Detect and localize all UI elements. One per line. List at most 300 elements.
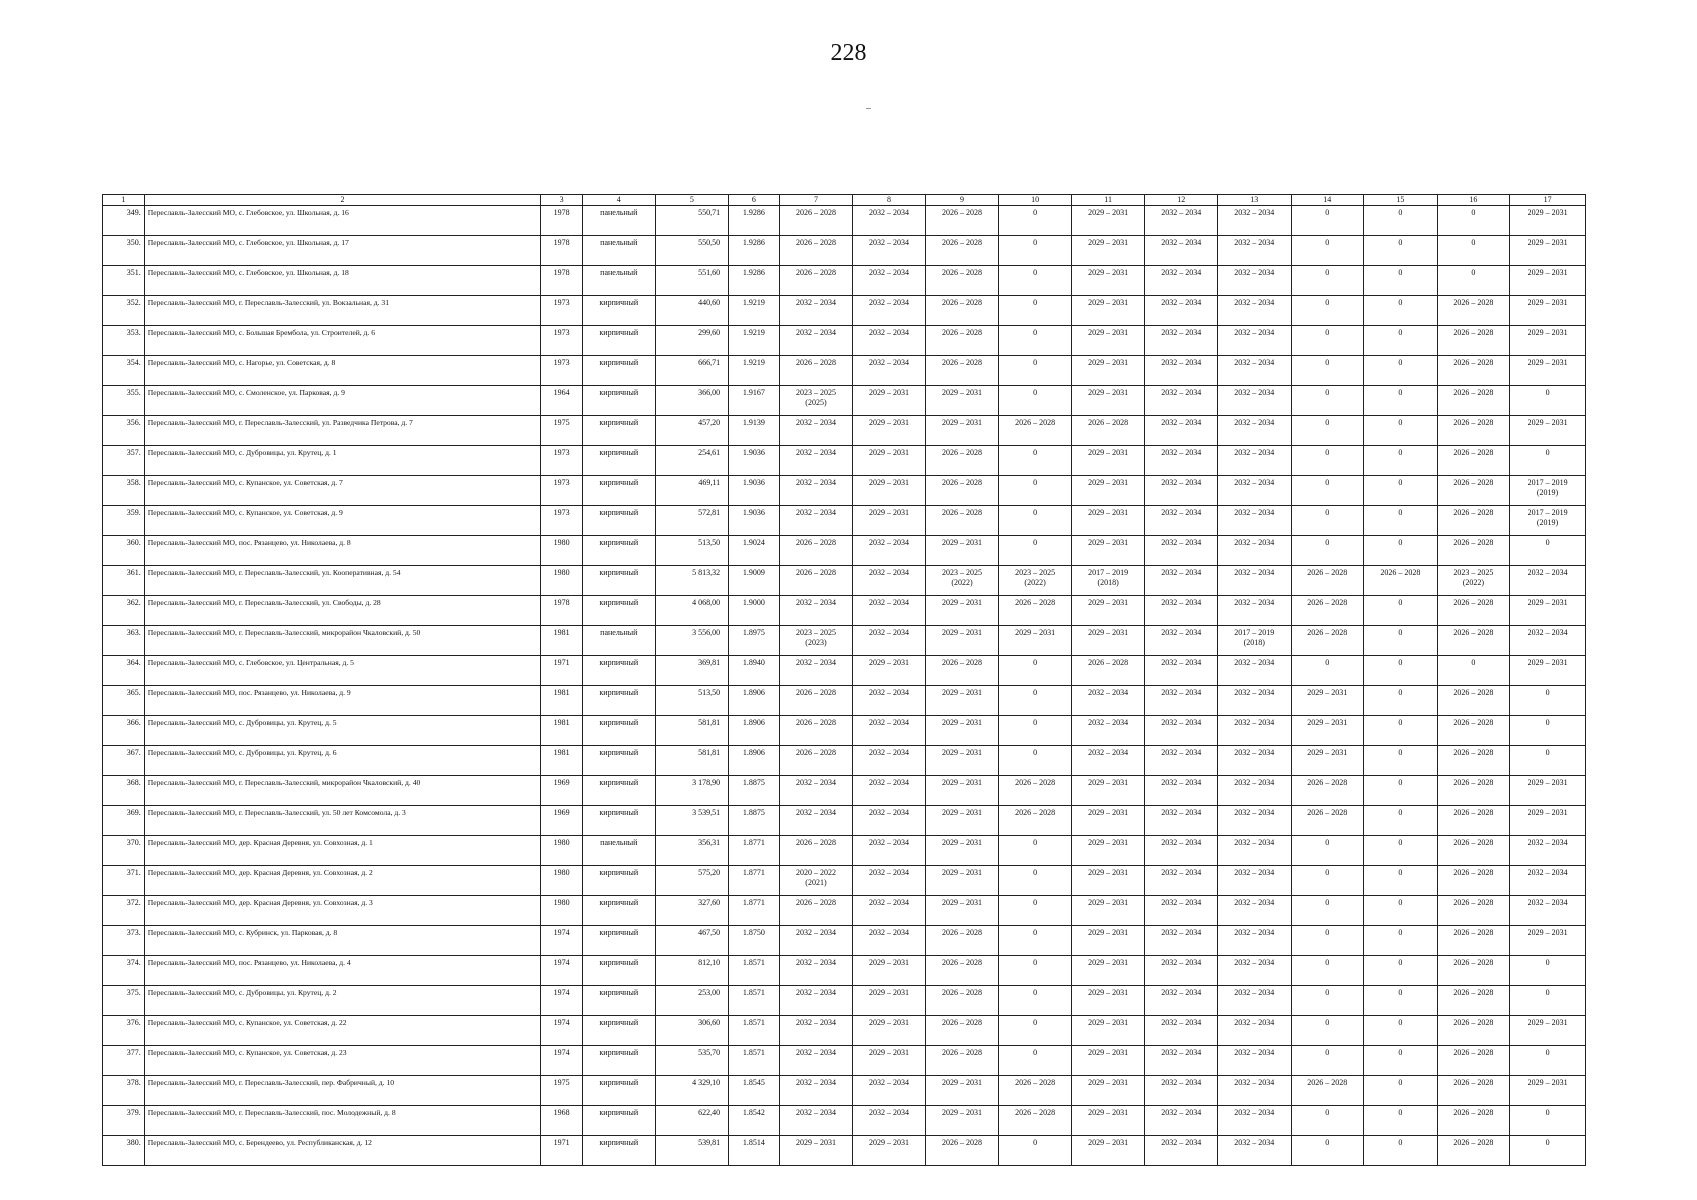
cell-value: кирпичный xyxy=(599,748,639,757)
cell-value: 306,60 xyxy=(698,1018,721,1027)
cell-value: кирпичный xyxy=(599,508,639,517)
col17-cell xyxy=(1510,536,1586,566)
cell-value: 363. xyxy=(126,628,141,637)
cell-value: 2026 – 2028 xyxy=(1015,778,1056,787)
year-cell xyxy=(541,386,583,416)
col13-cell xyxy=(1217,386,1291,416)
cell-value: 0 xyxy=(1398,748,1403,757)
col17-cell xyxy=(1510,746,1586,776)
cell-value: 1.9286 xyxy=(742,208,765,217)
area-cell xyxy=(655,236,729,266)
cell-value: 469,11 xyxy=(698,478,721,487)
col11-cell xyxy=(1071,836,1145,866)
cell-value: 1.8771 xyxy=(742,838,765,847)
cell-value: 374. xyxy=(126,958,141,967)
cell-value: 0 xyxy=(1398,718,1403,727)
cell-value: 2026 – 2028 xyxy=(942,1138,983,1147)
col16-cell xyxy=(1437,1046,1510,1076)
cell-value: 361. xyxy=(126,568,141,577)
col12-cell xyxy=(1145,1016,1218,1046)
col15-cell xyxy=(1364,206,1438,236)
area-cell xyxy=(655,1016,729,1046)
year-cell xyxy=(541,986,583,1016)
area-cell xyxy=(655,416,729,446)
col16-cell xyxy=(1437,656,1510,686)
col13-cell xyxy=(1217,656,1291,686)
col13-cell xyxy=(1217,926,1291,956)
cell-value: 0 xyxy=(1471,208,1476,217)
col11-cell xyxy=(1071,206,1145,236)
col10-cell xyxy=(999,1136,1072,1166)
cell-value: кирпичный xyxy=(599,538,639,547)
cell-value: Переславль-Залесский МО, дер. Красная Деревня, ул. Совхозная, д. 2 xyxy=(147,868,373,877)
cell-value: 2029 – 2031 xyxy=(942,598,983,607)
cell-value: 1973 xyxy=(553,508,570,517)
year-cell xyxy=(541,656,583,686)
cell-value: 1.8771 xyxy=(742,868,765,877)
cell-value: 373. xyxy=(126,928,141,937)
col9-cell xyxy=(925,986,999,1016)
cell-value: 1974 xyxy=(553,958,570,967)
address-cell xyxy=(144,656,541,686)
col10-cell xyxy=(999,986,1072,1016)
address-cell xyxy=(144,566,541,596)
cell-value: 2029 – 2031 xyxy=(1088,868,1129,877)
cell-value: 0 xyxy=(1325,418,1330,427)
material-cell xyxy=(583,206,656,236)
cell-value: 2026 – 2028 xyxy=(1307,628,1348,637)
col14-cell xyxy=(1291,326,1364,356)
col17-cell xyxy=(1510,836,1586,866)
cell-value: 2026 – 2028 xyxy=(1015,598,1056,607)
address-cell xyxy=(144,746,541,776)
cell-value: 2032 – 2034 xyxy=(1527,568,1568,577)
col17-cell xyxy=(1510,866,1586,896)
cell-value: кирпичный xyxy=(599,808,639,817)
year-cell xyxy=(541,776,583,806)
cell-value: кирпичный xyxy=(599,1108,639,1117)
cell-value: 2032 – 2034 xyxy=(1161,328,1202,337)
col13-cell xyxy=(1217,416,1291,446)
cell-value: 1971 xyxy=(553,1138,570,1147)
cell-value: 2032 – 2034 xyxy=(1234,838,1275,847)
col9-cell xyxy=(925,536,999,566)
page-number: 228 xyxy=(830,40,867,66)
col14-cell xyxy=(1291,596,1364,626)
table-row xyxy=(103,386,1586,416)
cell-value: 2032 – 2034 xyxy=(869,568,909,577)
col16-cell xyxy=(1437,1076,1510,1106)
material-cell xyxy=(583,356,656,386)
col14-cell xyxy=(1291,416,1364,446)
cell-value: 2032 – 2034 xyxy=(1234,298,1275,307)
col13-cell xyxy=(1217,236,1291,266)
coefficient-cell xyxy=(729,986,780,1016)
cell-value: кирпичный xyxy=(599,718,639,727)
col13-cell xyxy=(1217,746,1291,776)
row-number xyxy=(103,446,145,476)
cell-value: 1.9286 xyxy=(742,238,765,247)
cell-value: 2032 – 2034 xyxy=(795,448,836,457)
cell-value: 2029 – 2031 xyxy=(1088,508,1129,517)
cell-value: 2023 – 2025 xyxy=(942,568,983,577)
cell-value: 1980 xyxy=(553,838,570,847)
col12-cell xyxy=(1145,746,1218,776)
cell-value: панельный xyxy=(600,208,638,217)
cell-value: 2026 – 2028 xyxy=(1015,418,1056,427)
cell-value: 2032 – 2034 xyxy=(1234,1138,1275,1147)
col12-cell xyxy=(1145,206,1218,236)
col7-cell xyxy=(779,1136,853,1166)
cell-value: 0 xyxy=(1545,718,1550,727)
cell-value: 1.9036 xyxy=(742,478,765,487)
col12-cell xyxy=(1145,806,1218,836)
col13-cell xyxy=(1217,626,1291,656)
col10-cell xyxy=(999,356,1072,386)
cell-value: 0 xyxy=(1033,298,1038,307)
cell-value: 1.8940 xyxy=(742,658,765,667)
cell-value: кирпичный xyxy=(599,388,639,397)
material-cell xyxy=(583,1016,656,1046)
col8-cell xyxy=(853,506,926,536)
col15-cell xyxy=(1364,596,1438,626)
col17-cell xyxy=(1510,206,1586,236)
col10-cell xyxy=(999,896,1072,926)
col11-cell xyxy=(1071,986,1145,1016)
coefficient-cell xyxy=(729,206,780,236)
col9-cell xyxy=(925,686,999,716)
cell-value: 2026 – 2028 xyxy=(1453,808,1494,817)
col13-cell xyxy=(1217,836,1291,866)
cell-value: 0 xyxy=(1325,478,1330,487)
col15-cell xyxy=(1364,866,1438,896)
col10-cell xyxy=(999,386,1072,416)
cell-value: 2029 – 2031 xyxy=(942,538,983,547)
cell-value: 2029 – 2031 xyxy=(1527,358,1568,367)
cell-value: Переславль-Залесский МО, г. Переславль-Залесский, ул. Разведчика Петрова, д. 7 xyxy=(147,418,413,427)
cell-value: 356. xyxy=(126,418,141,427)
cell-value: 2023 – 2025 xyxy=(795,388,836,397)
col15-cell xyxy=(1364,236,1438,266)
col11-cell xyxy=(1071,716,1145,746)
material-cell xyxy=(583,686,656,716)
coefficient-cell xyxy=(729,746,780,776)
col7-cell xyxy=(779,806,853,836)
cell-value: 0 xyxy=(1398,448,1403,457)
cell-value: 2029 – 2031 xyxy=(1527,238,1568,247)
coefficient-cell xyxy=(729,866,780,896)
coefficient-cell xyxy=(729,1076,780,1106)
cell-value: 2029 – 2031 xyxy=(869,1138,909,1147)
cell-value: 2032 – 2034 xyxy=(1234,808,1275,817)
cell-value: 2032 – 2034 xyxy=(795,1078,836,1087)
cell-value: 0 xyxy=(1325,928,1330,937)
col8-cell xyxy=(853,746,926,776)
cell-value: 2029 – 2031 xyxy=(869,388,909,397)
col8-cell xyxy=(853,926,926,956)
col14-cell xyxy=(1291,386,1364,416)
col8-cell xyxy=(853,536,926,566)
address-cell xyxy=(144,716,541,746)
cell-value: 1.9167 xyxy=(742,388,765,397)
col15-cell xyxy=(1364,326,1438,356)
col14-cell xyxy=(1291,866,1364,896)
cell-value: 2029 – 2031 xyxy=(1527,208,1568,217)
cell-value: 2026 – 2028 xyxy=(1453,1048,1494,1057)
col9-cell xyxy=(925,1136,999,1166)
cell-value: кирпичный xyxy=(599,478,639,487)
address-cell xyxy=(144,266,541,296)
col11-cell xyxy=(1071,266,1145,296)
cell-value: 2032 – 2034 xyxy=(1161,298,1202,307)
cell-value: 358. xyxy=(126,478,141,487)
cell-value: 2032 – 2034 xyxy=(1161,658,1202,667)
cell-value: 1981 xyxy=(553,748,570,757)
cell-value: Переславль-Залесский МО, с. Дубровицы, ул. Крутец, д. 2 xyxy=(147,988,337,997)
table-row xyxy=(103,776,1586,806)
col14-cell xyxy=(1291,506,1364,536)
coefficient-cell xyxy=(729,326,780,356)
col13-cell xyxy=(1217,1016,1291,1046)
col9-cell xyxy=(925,266,999,296)
cell-value: 2029 – 2031 xyxy=(1088,778,1129,787)
cell-value: кирпичный xyxy=(599,598,639,607)
col9-cell xyxy=(925,356,999,386)
col7-cell xyxy=(779,356,853,386)
col14-cell xyxy=(1291,1016,1364,1046)
col11-cell xyxy=(1071,476,1145,506)
cell-value: 0 xyxy=(1325,1108,1330,1117)
area-cell xyxy=(655,206,729,236)
col7-cell xyxy=(779,236,853,266)
col14-cell xyxy=(1291,236,1364,266)
cell-value: 0 xyxy=(1033,538,1038,547)
cell-value: 2029 – 2031 xyxy=(1307,718,1348,727)
col12-cell xyxy=(1145,656,1218,686)
col12-cell xyxy=(1145,1046,1218,1076)
cell-value: 550,50 xyxy=(698,238,721,247)
area-cell xyxy=(655,926,729,956)
col13-cell xyxy=(1217,296,1291,326)
cell-value: 0 xyxy=(1545,988,1550,997)
cell-actual-year: (2018) xyxy=(1243,638,1265,647)
cell-value: 2032 – 2034 xyxy=(1161,418,1202,427)
col7-cell xyxy=(779,626,853,656)
row-number xyxy=(103,626,145,656)
col14-cell xyxy=(1291,266,1364,296)
col13-cell xyxy=(1217,596,1291,626)
col10-cell xyxy=(999,596,1072,626)
col8-cell xyxy=(853,566,926,596)
cell-value: 0 xyxy=(1033,328,1038,337)
cell-value: 0 xyxy=(1398,508,1403,517)
cell-value: 253,00 xyxy=(698,988,721,997)
cell-value: 2029 – 2031 xyxy=(1088,1078,1129,1087)
cell-value: кирпичный xyxy=(599,928,639,937)
cell-value: 2023 – 2025 xyxy=(1015,568,1056,577)
cell-value: Переславль-Залесский МО, г. Переславль-Залесский, микрорайон Чкаловский, д. 50 xyxy=(147,628,421,637)
cell-value: Переславль-Залесский МО, с. Глебовское, ул. Школьная, д. 17 xyxy=(147,238,349,247)
cell-value: 0 xyxy=(1398,808,1403,817)
row-number xyxy=(103,896,145,926)
row-number xyxy=(103,806,145,836)
table-row xyxy=(103,476,1586,506)
year-cell xyxy=(541,356,583,386)
coefficient-cell xyxy=(729,536,780,566)
cell-value: 1975 xyxy=(553,418,570,427)
cell-value: 2032 – 2034 xyxy=(1161,838,1202,847)
col16-cell xyxy=(1437,746,1510,776)
cell-value: 2026 – 2028 xyxy=(942,928,983,937)
cell-value: 2029 – 2031 xyxy=(1088,988,1129,997)
cell-value: 2032 – 2034 xyxy=(1234,688,1275,697)
cell-value: 2029 – 2031 xyxy=(1088,898,1129,907)
col16-cell xyxy=(1437,356,1510,386)
cell-value: 352. xyxy=(126,298,141,307)
row-number xyxy=(103,356,145,386)
material-cell xyxy=(583,446,656,476)
cell-value: 1.8906 xyxy=(742,718,765,727)
table-row xyxy=(103,266,1586,296)
address-cell xyxy=(144,236,541,266)
cell-value: 2029 – 2031 xyxy=(1088,238,1129,247)
cell-value: 0 xyxy=(1033,958,1038,967)
cell-value: 2032 – 2034 xyxy=(1161,358,1202,367)
cell-value: 3 178,90 xyxy=(692,778,721,787)
col17-cell xyxy=(1510,356,1586,386)
cell-value: 1974 xyxy=(553,1048,570,1057)
col15-cell xyxy=(1364,476,1438,506)
cell-value: Переславль-Залесский МО, с. Большая Брембола, ул. Строителей, д. 6 xyxy=(147,328,376,337)
col12-cell xyxy=(1145,596,1218,626)
cell-value: Переславль-Залесский МО, с. Кубринск, ул. Парковая, д. 8 xyxy=(147,928,338,937)
row-number xyxy=(103,686,145,716)
cell-value: 354. xyxy=(126,358,141,367)
cell-value: Переславль-Залесский МО, с. Купанское, ул. Советская, д. 23 xyxy=(147,1048,347,1057)
cell-value: 0 xyxy=(1398,958,1403,967)
col13-cell xyxy=(1217,866,1291,896)
year-cell xyxy=(541,416,583,446)
col8-cell xyxy=(853,836,926,866)
cell-value: 2026 – 2028 xyxy=(1453,958,1494,967)
cell-value: 1.8750 xyxy=(742,928,765,937)
cell-value: 2029 – 2031 xyxy=(1088,328,1129,337)
col7-cell xyxy=(779,686,853,716)
table-row xyxy=(103,206,1586,236)
cell-value: 2017 – 2019 xyxy=(1088,568,1129,577)
cell-value: кирпичный xyxy=(599,358,639,367)
address-cell xyxy=(144,206,541,236)
cell-value: 1974 xyxy=(553,1018,570,1027)
area-cell xyxy=(655,746,729,776)
coefficient-cell xyxy=(729,776,780,806)
cell-value: 0 xyxy=(1325,988,1330,997)
col14-cell xyxy=(1291,626,1364,656)
cell-value: 1981 xyxy=(553,628,570,637)
cell-value: кирпичный xyxy=(599,1018,639,1027)
col12-cell xyxy=(1145,266,1218,296)
cell-value: 1975 xyxy=(553,1078,570,1087)
col11-cell xyxy=(1071,686,1145,716)
material-cell xyxy=(583,1076,656,1106)
table-body xyxy=(103,206,1586,1166)
year-cell xyxy=(541,626,583,656)
cell-value: 2029 – 2031 xyxy=(1527,268,1568,277)
cell-value: 2026 – 2028 xyxy=(942,988,983,997)
cell-value: Переславль-Залесский МО, с. Глебовское, ул. Центральная, д. 5 xyxy=(147,658,354,667)
col10-cell xyxy=(999,506,1072,536)
col9-cell xyxy=(925,776,999,806)
col11-cell xyxy=(1071,356,1145,386)
table-row xyxy=(103,566,1586,596)
cell-value: 1978 xyxy=(553,598,570,607)
cell-value: 370. xyxy=(126,838,141,847)
cell-value: 2029 – 2031 xyxy=(1088,208,1129,217)
cell-value: 2032 – 2034 xyxy=(1161,1108,1202,1117)
cell-value: 2029 – 2031 xyxy=(1088,268,1129,277)
table-row xyxy=(103,806,1586,836)
cell-value: 2032 – 2034 xyxy=(869,268,909,277)
cell-value: 0 xyxy=(1471,268,1476,277)
cell-value: 380. xyxy=(126,1138,141,1147)
cell-value: 2026 – 2028 xyxy=(1453,1138,1494,1147)
cell-value: 1.8771 xyxy=(742,898,765,907)
year-cell xyxy=(541,746,583,776)
cell-value: Переславль-Залесский МО, г. Переславль-Залесский, пер. Фабричный, д. 10 xyxy=(147,1078,395,1087)
cell-value: 2026 – 2028 xyxy=(1453,868,1494,877)
col11-cell xyxy=(1071,566,1145,596)
cell-value: 0 xyxy=(1398,538,1403,547)
table-row xyxy=(103,506,1586,536)
cell-value: 2032 – 2034 xyxy=(795,958,836,967)
cell-value: 2026 – 2028 xyxy=(1453,328,1494,337)
cell-value: 2029 – 2031 xyxy=(1307,748,1348,757)
row-number xyxy=(103,716,145,746)
cell-value: 372. xyxy=(126,898,141,907)
col8-cell xyxy=(853,656,926,686)
cell-value: 0 xyxy=(1398,298,1403,307)
cell-value: Переславль-Залесский МО, с. Берендеево, ул. Республиканская, д. 12 xyxy=(147,1138,372,1147)
material-cell xyxy=(583,926,656,956)
col7-cell xyxy=(779,446,853,476)
col17-cell xyxy=(1510,266,1586,296)
cell-value: 2026 – 2028 xyxy=(1453,838,1494,847)
address-cell xyxy=(144,926,541,956)
cell-value: 2026 – 2028 xyxy=(942,208,983,217)
col9-cell xyxy=(925,1016,999,1046)
col12-cell xyxy=(1145,926,1218,956)
cell-value: 2029 – 2031 xyxy=(1527,1018,1568,1027)
col13-cell xyxy=(1217,476,1291,506)
cell-value: 0 xyxy=(1545,1138,1550,1147)
cell-value: 2026 – 2028 xyxy=(1453,898,1494,907)
col12-cell xyxy=(1145,836,1218,866)
col11-cell xyxy=(1071,296,1145,326)
cell-value: 0 xyxy=(1398,868,1403,877)
cell-value: 369. xyxy=(126,808,141,817)
cell-value: Переславль-Залесский МО, с. Глебовское, ул. Школьная, д. 18 xyxy=(147,268,349,277)
cell-value: 2029 – 2031 xyxy=(869,958,909,967)
col15-cell xyxy=(1364,356,1438,386)
cell-value: 1978 xyxy=(553,238,570,247)
material-cell xyxy=(583,656,656,686)
col10-cell xyxy=(999,536,1072,566)
cell-value: кирпичный xyxy=(599,688,639,697)
cell-value: Переславль-Залесский МО, с. Глебовское, ул. Школьная, д. 16 xyxy=(147,208,349,217)
cell-value: 2026 – 2028 xyxy=(1307,808,1348,817)
material-cell xyxy=(583,566,656,596)
col11-cell xyxy=(1071,446,1145,476)
